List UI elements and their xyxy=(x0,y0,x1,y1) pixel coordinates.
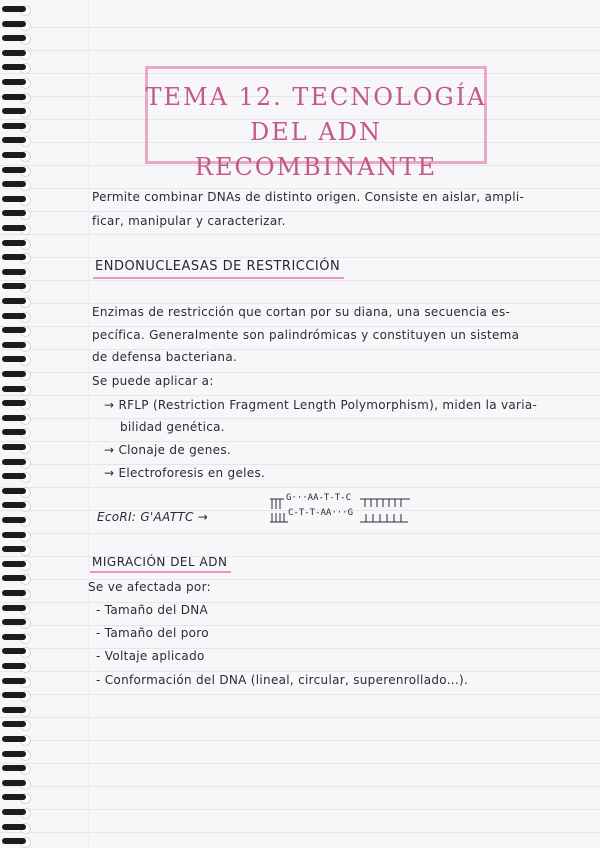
heading-underline xyxy=(93,277,344,279)
spiral-coil xyxy=(2,210,26,216)
spiral-coil xyxy=(2,240,26,246)
heading-underline xyxy=(90,571,231,573)
dna-strand-bottom: C-T-T-AA···G xyxy=(288,508,354,518)
spiral-coil xyxy=(2,196,26,202)
list-item: → Clonaje de genes. xyxy=(104,443,231,457)
spiral-coil xyxy=(2,648,26,654)
spiral-coil xyxy=(2,356,26,362)
paragraph-line-3: de defensa bacteriana. xyxy=(92,350,238,364)
spiral-coil xyxy=(2,517,26,523)
spiral-coil xyxy=(2,429,26,435)
margin-line xyxy=(88,0,89,848)
spiral-coil xyxy=(2,502,26,508)
apply-line: Se puede aplicar a: xyxy=(92,374,214,388)
spiral-coil xyxy=(2,181,26,187)
spiral-coil xyxy=(2,765,26,771)
spiral-coil xyxy=(2,94,26,100)
spiral-coil xyxy=(2,415,26,421)
spiral-coil xyxy=(2,64,26,70)
list-item: - Tamaño del poro xyxy=(96,626,209,640)
spiral-coil xyxy=(2,21,26,27)
spiral-coil xyxy=(2,488,26,494)
spiral-coil xyxy=(2,590,26,596)
spiral-coil xyxy=(2,707,26,713)
heading-text: ENDONUCLEASAS DE RESTRICCIÓN xyxy=(95,259,341,274)
spiral-coil xyxy=(2,546,26,552)
list-item: - Conformación del DNA (lineal, circular, superenrollado...). xyxy=(96,673,469,687)
list-item: → Electroforesis en geles. xyxy=(104,466,266,480)
dna-strand-top: G···AA-T-T-C xyxy=(286,493,352,503)
spiral-coil xyxy=(2,283,26,289)
migration-intro: Se ve afectada por: xyxy=(88,580,211,594)
spiral-coil xyxy=(2,313,26,319)
spiral-coil xyxy=(2,386,26,392)
spiral-coil xyxy=(2,678,26,684)
spiral-coil xyxy=(2,298,26,304)
spiral-coil xyxy=(2,225,26,231)
spiral-coil xyxy=(2,444,26,450)
heading-text: MIGRACIÓN DEL ADN xyxy=(92,555,228,569)
title-line-1: TEMA 12. TECNOLOGÍA xyxy=(145,83,487,111)
spiral-coil xyxy=(2,35,26,41)
spiral-coil xyxy=(2,575,26,581)
spiral-coil xyxy=(2,721,26,727)
spiral-coil xyxy=(2,50,26,56)
spiral-coil xyxy=(2,561,26,567)
spiral-coil xyxy=(2,79,26,85)
spiral-coil xyxy=(2,254,26,260)
intro-line-2: ficar, manipular y caracterizar. xyxy=(92,214,286,228)
spiral-coil xyxy=(2,6,26,12)
page-title xyxy=(145,80,487,185)
spiral-coil xyxy=(2,371,26,377)
spiral-coil xyxy=(2,532,26,538)
list-item: → RFLP (Restriction Fragment Length Polymorphism), miden la varia- xyxy=(104,398,538,412)
list-item: - Tamaño del DNA xyxy=(96,603,209,617)
spiral-binding xyxy=(0,0,30,848)
section-heading-endonucleasas xyxy=(95,259,340,274)
spiral-coil xyxy=(2,269,26,275)
spiral-coil xyxy=(2,108,26,114)
spiral-coil xyxy=(2,619,26,625)
section-heading-migracion xyxy=(92,555,227,569)
spiral-coil xyxy=(2,327,26,333)
intro-line-1: Permite combinar DNAs de distinto origen. Consiste en aislar, ampli- xyxy=(92,190,525,204)
spiral-coil xyxy=(2,751,26,757)
list-item: bilidad genética. xyxy=(120,420,225,434)
spiral-coil xyxy=(2,459,26,465)
spiral-coil xyxy=(2,794,26,800)
spiral-coil xyxy=(2,824,26,830)
spiral-coil xyxy=(2,634,26,640)
title-line-2: DEL ADN RECOMBINANTE xyxy=(194,118,438,181)
spiral-coil xyxy=(2,663,26,669)
spiral-coil xyxy=(2,736,26,742)
spiral-coil xyxy=(2,605,26,611)
paragraph-line-2: pecífica. Generalmente son palindrómicas y constituyen un sistema xyxy=(92,328,520,342)
spiral-coil xyxy=(2,780,26,786)
spiral-coil xyxy=(2,838,26,844)
list-item: - Voltaje aplicado xyxy=(96,649,205,663)
spiral-coil xyxy=(2,400,26,406)
ecori-cut-diagram xyxy=(270,493,415,526)
ecori-label: EcoRI: G'AATTC → xyxy=(97,510,209,524)
spiral-coil xyxy=(2,692,26,698)
spiral-coil xyxy=(2,123,26,129)
spiral-coil xyxy=(2,167,26,173)
spiral-coil xyxy=(2,137,26,143)
spiral-coil xyxy=(2,473,26,479)
paragraph-line-1: Enzimas de restricción que cortan por su diana, una secuencia es- xyxy=(92,305,511,319)
spiral-coil xyxy=(2,809,26,815)
spiral-coil xyxy=(2,152,26,158)
spiral-coil xyxy=(2,342,26,348)
